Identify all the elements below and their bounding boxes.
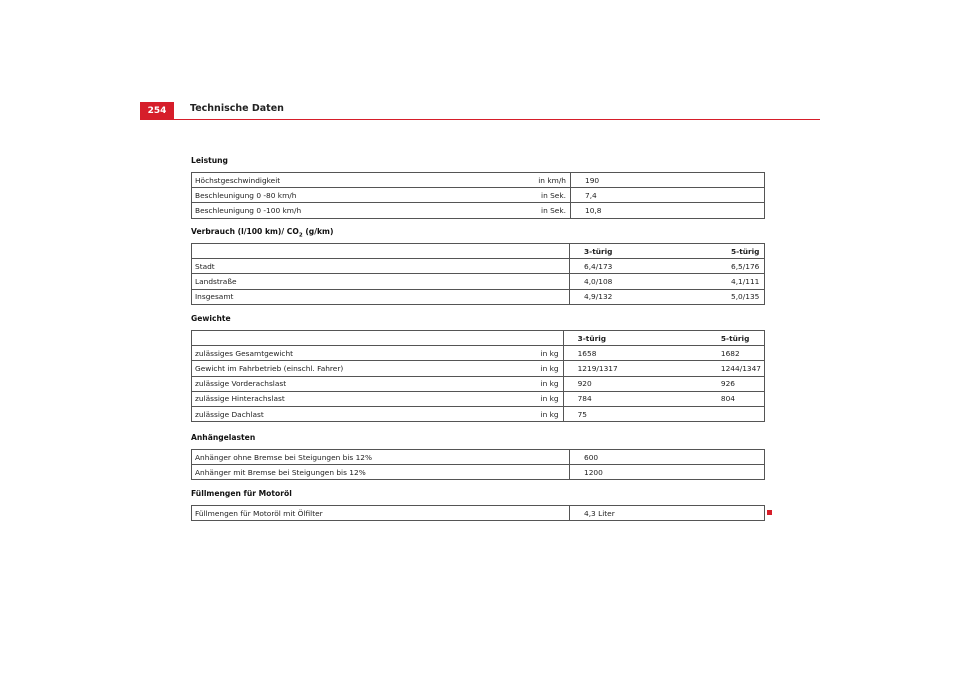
table-row [192,376,765,391]
row-unit: in kg [473,391,563,406]
row-label: zulässige Vorderachslast [192,376,474,391]
column-header-5-door: 5-türig [717,331,765,346]
table-row [192,173,765,188]
row-value-5-door: 4,1/111 [727,274,765,289]
row-value-5-door: 1244/1347 [717,361,765,376]
row-label: Beschleunigung 0 -80 km/h [192,188,479,203]
row-unit: in kg [473,361,563,376]
table-row [192,465,765,480]
table-fuellmengen [191,505,765,521]
section-title-fuellmengen: Füllmengen für Motoröl [191,489,292,498]
row-value-5-door: 1682 [717,346,765,361]
row-label: Anhänger mit Bremse bei Steigungen bis 12% [195,467,366,477]
row-value-5-door [717,406,765,421]
table-leistung [191,172,765,219]
table-row [192,406,765,421]
row-value-3-door: 6,4/173 [570,259,728,274]
table-row [192,450,765,465]
row-label: Anhänger ohne Bremse bei Steigungen bis 12% [192,450,479,465]
row-unit: in kg [473,406,563,421]
table-gewichte [191,330,765,422]
table-row [192,506,765,521]
section-title-anhaengelasten: Anhängelasten [191,433,256,442]
column-header-5-door: 5-türig [727,244,765,259]
section-title-text: (g/km) [302,227,334,236]
table-header-row [192,331,765,346]
section-title-subscript: 2 [298,232,303,239]
table-row [192,259,765,274]
row-value: 4,3 Liter [584,508,615,518]
row-value-3-door: 4,9/132 [584,292,613,302]
row-value-3-door: 4,0/108 [570,274,728,289]
row-unit: in kg [473,346,563,361]
table-row [192,274,765,289]
row-value: 7,4 [571,188,729,203]
row-unit: in km/h [478,173,571,188]
row-value: 1200 [584,467,603,477]
row-label: Höchstgeschwindigkeit [192,173,479,188]
row-value: 190 [571,173,729,188]
row-label: Füllmengen für Motoröl mit Ölfilter [195,508,323,518]
table-row [192,203,765,218]
table-row [192,391,765,406]
table-row [192,361,765,376]
table-row [192,346,765,361]
section-title-leistung: Leistung [191,156,228,165]
table-header-row [192,244,765,259]
row-label: Beschleunigung 0 -100 km/h [195,205,302,215]
section-title-gewichte: Gewichte [191,314,231,323]
section-title-verbrauch [191,227,333,239]
row-value: 10,8 [585,205,602,215]
row-value-5-door: 926 [717,376,765,391]
row-label: Landstraße [192,274,479,289]
row-label: Insgesamt [195,292,234,302]
row-value-5-door: 6,5/176 [727,259,765,274]
row-label: Gewicht im Fahrbetrieb (einschl. Fahrer) [192,361,474,376]
table-verbrauch [191,243,765,305]
table-row [192,289,765,304]
row-label: zulässiges Gesamtgewicht [192,346,474,361]
page-title: Technische Daten [190,103,284,114]
table-row [192,188,765,203]
row-value-5-door: 804 [717,391,765,406]
table-anhaengelasten [191,449,765,480]
row-value-3-door: 1219/1317 [563,361,717,376]
row-label: Stadt [192,259,479,274]
column-header-3-door: 3-türig [563,331,717,346]
section-title-text: Verbrauch (l/100 km)/ CO [191,227,299,236]
row-value-5-door: 5,0/135 [731,292,760,302]
section-end-square-icon [767,510,772,515]
row-value-3-door: 784 [563,391,717,406]
row-value-3-door: 1658 [563,346,717,361]
page-number: 254 [140,102,174,119]
row-value: 600 [570,450,728,465]
row-unit: in Sek. [478,203,571,218]
row-unit: in kg [473,376,563,391]
row-label: zulässige Hinterachslast [192,391,474,406]
row-unit: in Sek. [478,188,571,203]
row-label: zulässige Dachlast [195,409,264,419]
row-value-3-door: 920 [563,376,717,391]
column-header-3-door: 3-türig [570,244,728,259]
row-value-3-door: 75 [577,409,587,419]
